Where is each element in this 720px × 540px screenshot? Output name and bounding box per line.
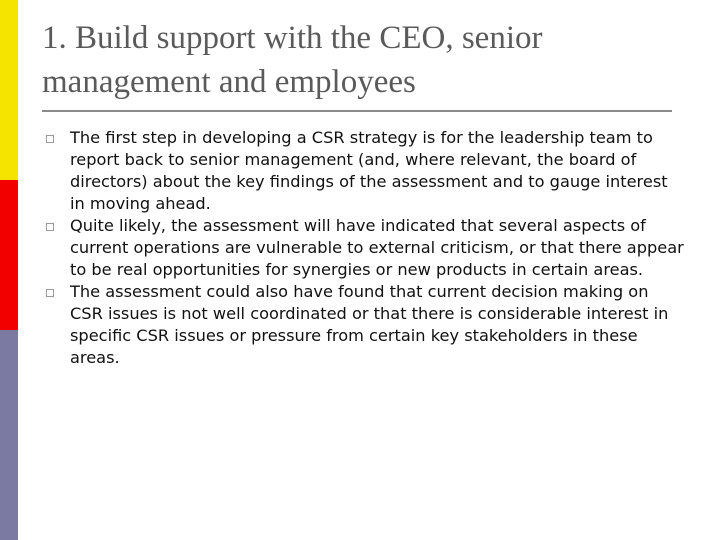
square-bullet-icon [46,289,54,297]
square-bullet-icon [46,223,54,231]
bullet-list [44,127,684,369]
bullet-text: Quite likely, the assessment will have indicated that several aspects of current operations are vulnerable to external criticism, or that there appear to be real opportunities for synergies or new products in certain areas. [70,216,684,279]
square-bullet-icon [46,135,54,143]
slide-title: 1. Build support with the CEO, senior management and employees [42,20,543,100]
bullet-text: The first step in developing a CSR strategy is for the leadership team to report back to senior management (and, where relevant, the board of directors) about the key findings of the assessment and to gauge interest in moving ahead. [70,128,668,213]
accent-bar-purple [0,330,18,540]
bullet-item [44,127,684,215]
bullet-item [44,281,684,369]
bullet-item [44,215,684,281]
accent-bar-red [0,180,18,330]
bullet-text: The assessment could also have found that current decision making on CSR issues is not well coordinated or that there is considerable interest in specific CSR issues or pressure from certain key stakeholders in these areas. [70,282,669,367]
title-divider [42,110,672,112]
accent-bar-yellow [0,0,18,180]
